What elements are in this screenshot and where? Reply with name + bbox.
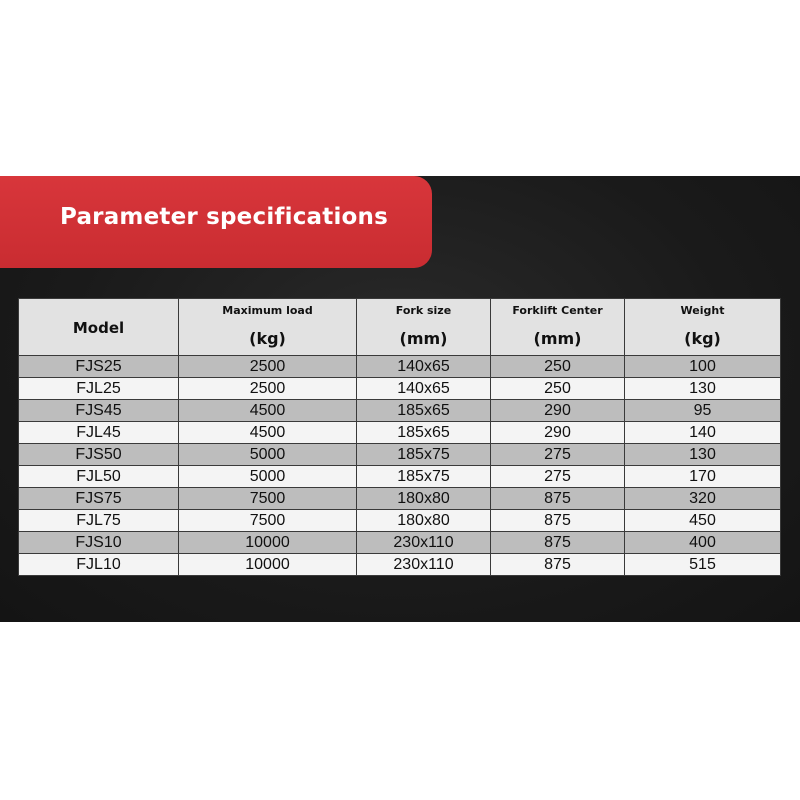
cell-weight: 320	[625, 488, 781, 510]
cell-forklift-center: 875	[491, 488, 625, 510]
cell-weight: 170	[625, 466, 781, 488]
spec-table	[18, 298, 781, 576]
cell-fork-size: 140x65	[357, 356, 491, 378]
cell-forklift-center: 875	[491, 510, 625, 532]
header-model	[19, 299, 179, 356]
page-title: Parameter specifications	[60, 204, 388, 230]
cell-weight: 130	[625, 444, 781, 466]
cell-fork-size: 185x65	[357, 400, 491, 422]
cell-fork-size: 180x80	[357, 488, 491, 510]
header-model-label: Model	[72, 318, 125, 337]
cell-model: FJS45	[19, 400, 179, 422]
header-weight-label: Weight	[680, 304, 725, 317]
cell-maximum-load: 10000	[179, 532, 357, 554]
cell-forklift-center: 250	[491, 356, 625, 378]
cell-fork-size: 180x80	[357, 510, 491, 532]
cell-model: FJL10	[19, 554, 179, 576]
cell-model: FJL50	[19, 466, 179, 488]
header-weight	[625, 299, 781, 356]
table-row	[19, 422, 781, 444]
cell-fork-size: 185x65	[357, 422, 491, 444]
cell-maximum-load: 4500	[179, 422, 357, 444]
cell-forklift-center: 875	[491, 554, 625, 576]
cell-forklift-center: 290	[491, 422, 625, 444]
cell-maximum-load: 5000	[179, 466, 357, 488]
header-maximum-load	[179, 299, 357, 356]
cell-weight: 95	[625, 400, 781, 422]
cell-weight: 515	[625, 554, 781, 576]
header-maximum-load-unit: (kg)	[249, 329, 286, 348]
cell-weight: 100	[625, 356, 781, 378]
cell-model: FJL75	[19, 510, 179, 532]
cell-fork-size: 185x75	[357, 444, 491, 466]
cell-weight: 140	[625, 422, 781, 444]
cell-model: FJL45	[19, 422, 179, 444]
cell-weight: 130	[625, 378, 781, 400]
header-fork-size-unit: (mm)	[399, 329, 448, 348]
table-row	[19, 466, 781, 488]
cell-forklift-center: 290	[491, 400, 625, 422]
cell-maximum-load: 2500	[179, 378, 357, 400]
table-row	[19, 554, 781, 576]
cell-maximum-load: 10000	[179, 554, 357, 576]
title-banner	[0, 176, 432, 268]
cell-fork-size: 185x75	[357, 466, 491, 488]
cell-model: FJS10	[19, 532, 179, 554]
header-fork-size	[357, 299, 491, 356]
header-fork-size-label: Fork size	[395, 304, 452, 317]
table-row	[19, 532, 781, 554]
header-forklift-center	[491, 299, 625, 356]
table-row	[19, 378, 781, 400]
header-weight-unit: (kg)	[684, 329, 721, 348]
table-row	[19, 356, 781, 378]
header-forklift-center-label: Forklift Center	[512, 304, 603, 317]
cell-forklift-center: 275	[491, 466, 625, 488]
table-header-row	[19, 299, 781, 356]
cell-weight: 450	[625, 510, 781, 532]
header-forklift-center-unit: (mm)	[533, 329, 582, 348]
cell-model: FJS25	[19, 356, 179, 378]
cell-model: FJS75	[19, 488, 179, 510]
cell-model: FJL25	[19, 378, 179, 400]
cell-forklift-center: 275	[491, 444, 625, 466]
cell-maximum-load: 7500	[179, 488, 357, 510]
table-row	[19, 444, 781, 466]
cell-forklift-center: 875	[491, 532, 625, 554]
cell-model: FJS50	[19, 444, 179, 466]
cell-weight: 400	[625, 532, 781, 554]
cell-fork-size: 140x65	[357, 378, 491, 400]
cell-maximum-load: 4500	[179, 400, 357, 422]
cell-forklift-center: 250	[491, 378, 625, 400]
table-row	[19, 510, 781, 532]
cell-fork-size: 230x110	[357, 532, 491, 554]
cell-maximum-load: 5000	[179, 444, 357, 466]
table-row	[19, 400, 781, 422]
cell-maximum-load: 7500	[179, 510, 357, 532]
table-row	[19, 488, 781, 510]
cell-fork-size: 230x110	[357, 554, 491, 576]
header-maximum-load-label: Maximum load	[222, 304, 313, 317]
cell-maximum-load: 2500	[179, 356, 357, 378]
